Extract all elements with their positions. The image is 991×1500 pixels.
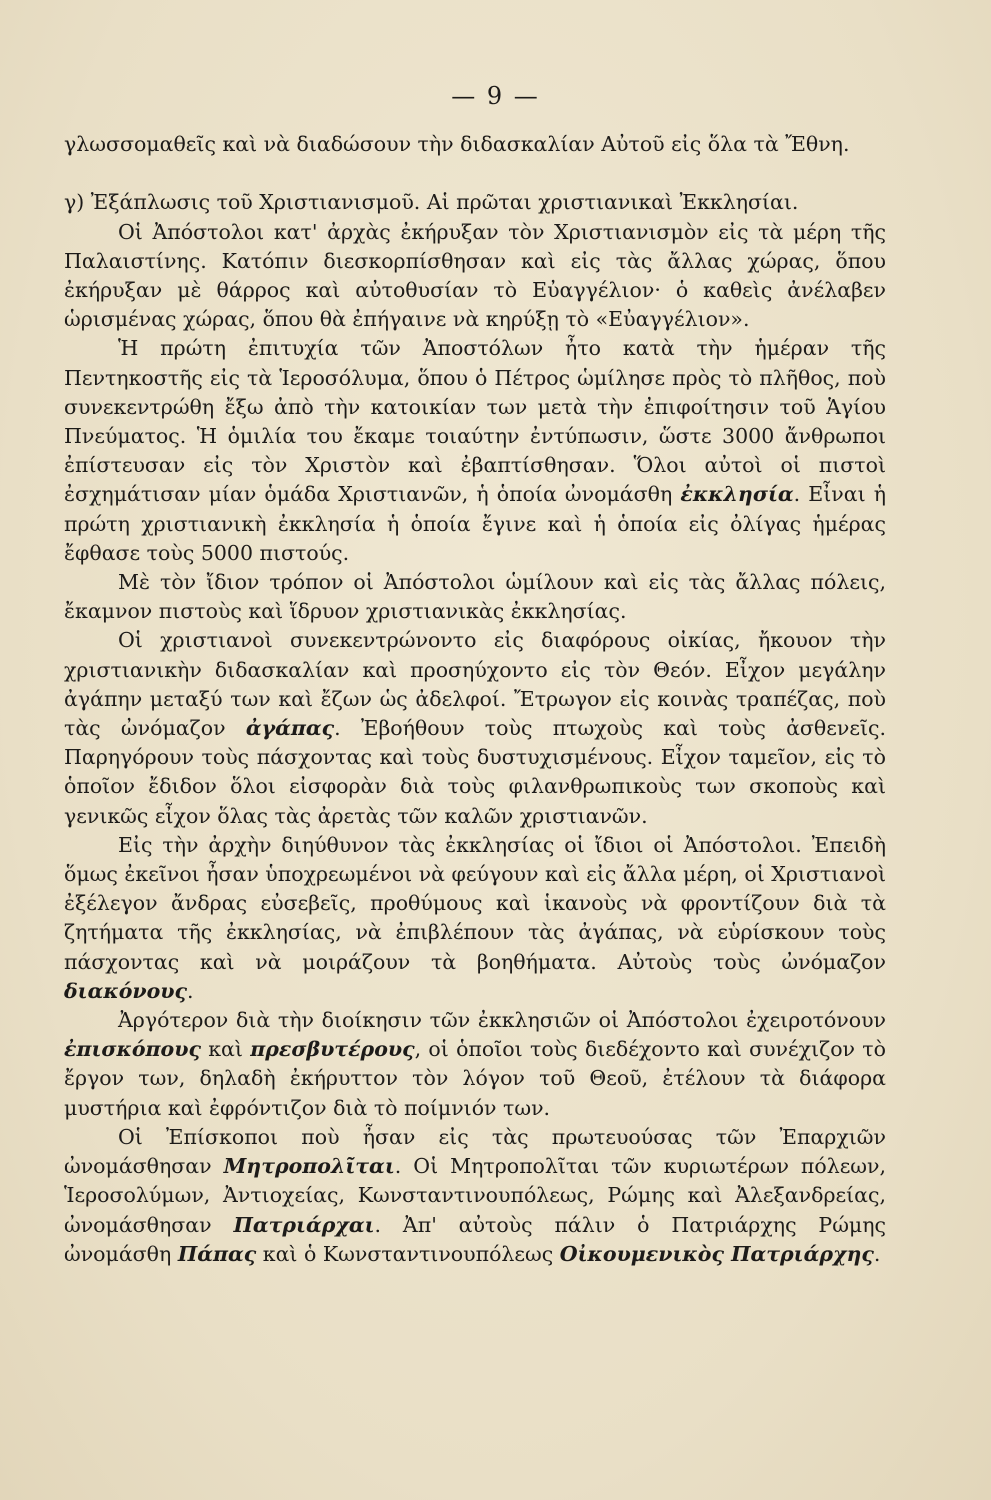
paragraph-run: Οἱ χριστιανοὶ συνεκεντρώνοντο εἰς διαφόρους οἰκίας, ἤκουον τὴν χριστιανικὴν διδασκαλίαν καὶ προσηύχοντο εἰς τὸν Θεόν. Εἶχον μεγάλην ἀγάπην μεταξύ των καὶ ἔζων ὡς ἀδελφοί. Ἔτρωγον εἰς κοινὰς τραπέζας, ποὺ τὰς ὠνόμαζον: [64, 628, 886, 741]
paragraph-run: . Ἀπ' αὐτοὺς πάλιν ὁ Πατριάρχης Ρώμης ὠνομάσθη: [64, 1212, 886, 1266]
emphasized-term: Οἰκουμενικὸς Πατριάρχης: [559, 1241, 874, 1266]
body-paragraph: [64, 1123, 886, 1269]
emphasized-term: Πάπας: [177, 1241, 257, 1266]
paragraphs: [64, 218, 886, 1269]
emphasized-term: πρεσβυτέρους: [250, 1037, 415, 1062]
body-paragraph: [64, 1006, 886, 1123]
emphasized-term: ἐκκλησία: [680, 482, 794, 507]
paragraph-run: , οἱ ὁποῖοι τοὺς διεδέχοντο καὶ συνέχιζον τὸ ἔργον των, δηλαδὴ ἐκήρυττον τὸν λόγον τοῦ Θεοῦ, ἐτέλουν τὰ διάφορα μυστήρια καὶ ἐφρόντιζον διὰ τὸ ποίμνιόν των.: [64, 1037, 886, 1120]
paragraph-run: Μὲ τὸν ἴδιον τρόπον οἱ Ἀπόστολοι ὡμίλουν καὶ εἰς τὰς ἄλλας πόλεις, ἔκαμνον πιστοὺς καὶ ἵδρυον χριστιανικὰς ἐκκλησίας.: [64, 570, 886, 624]
section-heading: γ) Ἐξάπλωσις τοῦ Χριστιανισμοῦ. Αἱ πρῶται χριστιανικαὶ Ἐκκλησίαι.: [64, 190, 799, 215]
paragraph-run: Ἡ πρώτη ἐπιτυχία τῶν Ἀποστόλων ἦτο κατὰ τὴν ἡμέραν τῆς Πεντηκοστῆς εἰς τὰ Ἱεροσόλυμα, ὅπου ὁ Πέτρος ὡμίλησε πρὸς τὸ πλῆθος, ποὺ συνεκεντρώθη ἔξω ἀπὸ τὴν κατοικίαν των μετὰ τὴν ἐπιφοίτησιν τοῦ Ἁγίου Πνεύματος. Ἡ ὁμιλία του ἔκαμε τοιαύτην ἐντύπωσιν, ὥστε 3000 ἄνθρωποι ἐπίστευσαν εἰς τὸν Χριστὸν καὶ ἐβαπτίσθησαν. Ὅλοι αὐτοὶ οἱ πιστοὶ ἐσχημάτισαν μίαν ὁμάδα Χριστιανῶν, ἡ ὁποία ὠνομάσθη: [64, 336, 886, 507]
body-paragraph: [64, 218, 886, 335]
intro-paragraph: γλωσσομαθεῖς καὶ νὰ διαδώσουν τὴν διδασκαλίαν Αὐτοῦ εἰς ὅλα τὰ Ἔθνη.: [64, 132, 850, 156]
emphasized-term: ἀγάπας: [245, 716, 335, 741]
paragraph-run: . Εἶναι ἡ πρώτη χριστιανικὴ ἐκκλησία ἡ ὁποία ἔγινε καὶ ἡ ὁποία εἰς ὀλίγας ἡμέρας ἔφθασε τοὺς 5000 πιστούς.: [64, 482, 887, 565]
paragraph-run: Οἱ Ἀπόστολοι κατ' ἀρχὰς ἐκήρυξαν τὸν Χριστιανισμὸν εἰς τὰ μέρη τῆς Παλαιστίνης. Κατόπιν διεσκορπίσθησαν καὶ εἰς τὰς ἄλλας χώρας, ὅπου ἐκήρυξαν μὲ θάρρος καὶ αὐτοθυσίαν τὸ Εὐαγγέλιον· ὁ καθεὶς ἀνέλαβεν ὡρισμένας χώρας, ὅπου θὰ ἐπήγαινε νὰ κηρύξῃ τὸ «Εὐαγγέλιον».: [64, 219, 886, 332]
body-paragraph: [64, 568, 886, 626]
paragraph-run: Ἀργότερον διὰ τὴν διοίκησιν τῶν ἐκκλησιῶν οἱ Ἀπόστολοι ἐχειροτόνουν: [118, 1008, 886, 1033]
emphasized-term: Πατριάρχαι: [233, 1212, 375, 1237]
paragraph-run: Εἰς τὴν ἀρχὴν διηύθυνον τὰς ἐκκλησίας οἱ ἴδιοι οἱ Ἀπόστολοι. Ἐπειδὴ ὅμως ἐκεῖνοι ἦσαν ὑποχρεωμένοι νὰ φεύγουν καὶ εἰς ἄλλα μέρη, οἱ Χριστιανοὶ ἐξέλεγον ἄνδρας εὐσεβεῖς, προθύμους καὶ ἱκανοὺς νὰ φροντίζουν διὰ τὰ ζητήματα τῆς ἐκκλησίας, νὰ ἐπιβλέπουν τὰς ἀγάπας, νὰ εὑρίσκουν τοὺς πάσχοντας καὶ νὰ μοιράζουν τὰ βοηθήματα. Αὐτοὺς τοὺς ὠνόμαζον: [64, 832, 886, 974]
body-paragraph: [64, 334, 886, 568]
paragraph-run: .: [187, 978, 194, 1003]
paragraph-run: καὶ: [200, 1037, 251, 1062]
body-paragraph: [64, 626, 886, 830]
body-paragraph: [64, 831, 886, 1006]
paragraph-run: . Οἱ Μητροπολῖται τῶν κυριωτέρων πόλεων, Ἱεροσολύμων, Ἀντιοχείας, Κωνσταντινουπόλεως, Ρώμης καὶ Ἀλεξανδρείας, ὠνομάσθησαν: [64, 1154, 887, 1237]
paragraph-run: . Ἐβοήθουν τοὺς πτωχοὺς καὶ τοὺς ἀσθενεῖς. Παρηγόρουν τοὺς πάσχοντας καὶ τοὺς δυστυχισμένους. Εἶχον ταμεῖον, εἰς τὸ ὁποῖον ἔδιδον ὅλοι εἰσφορὰν διὰ τοὺς φιλανθρωπικοὺς των σκοποὺς καὶ γενικῶς εἶχον ὅλας τὰς ἀρετὰς τῶν καλῶν χριστιανῶν.: [64, 716, 886, 828]
page-number: — 9 —: [451, 82, 540, 110]
paragraph-run: .: [873, 1241, 881, 1266]
body-text: [64, 130, 886, 1269]
emphasized-term: ἐπισκόπους: [64, 1037, 201, 1062]
paragraph-run: καὶ ὁ Κωνσταντινουπόλεως: [256, 1241, 560, 1266]
emphasized-term: Μητροπολῖται: [223, 1154, 395, 1179]
emphasized-term: διακόνους: [64, 978, 188, 1003]
paragraph-run: Οἱ Ἐπίσκοποι ποὺ ἦσαν εἰς τὰς πρωτευούσας τῶν Ἐπαρχιῶν ὠνομάσθησαν: [64, 1124, 886, 1179]
